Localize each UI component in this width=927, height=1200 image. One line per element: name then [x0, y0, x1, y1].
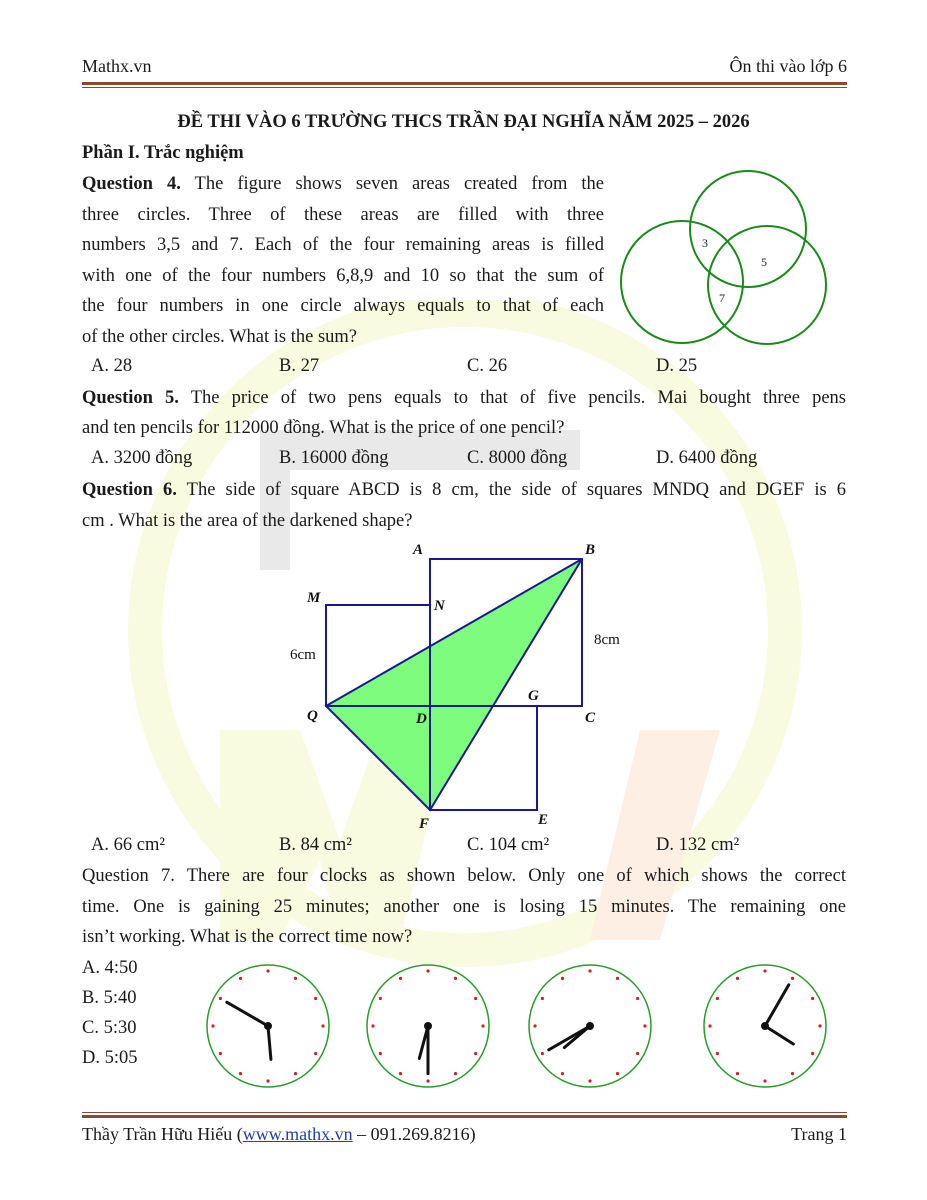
clock-tick	[314, 997, 317, 1000]
q5-option-b[interactable]: B. 16000 đồng	[279, 448, 389, 468]
venn-diagram	[615, 165, 835, 350]
footer-rule-thin	[82, 1112, 847, 1113]
clock-tick	[219, 997, 222, 1000]
q5-label: Question 5.	[82, 388, 179, 408]
clock-tick	[541, 1052, 544, 1055]
header-rule	[82, 82, 847, 85]
clock-tick	[561, 1072, 564, 1075]
clock-tick	[474, 1052, 477, 1055]
q6-option-c[interactable]: C. 104 cm²	[467, 835, 550, 855]
point-b: B	[585, 542, 596, 558]
dim-6cm: 6cm	[290, 647, 316, 663]
minute-hand	[765, 985, 789, 1026]
clock-tick	[314, 1052, 317, 1055]
clock-tick	[399, 977, 402, 980]
clock-tick	[616, 977, 619, 980]
clock-tick	[708, 1024, 711, 1027]
q7-option-b[interactable]: B. 5:40	[82, 988, 137, 1008]
header-left: Mathx.vn	[82, 56, 152, 76]
clock-tick	[474, 997, 477, 1000]
clock-tick	[541, 997, 544, 1000]
clock-tick	[791, 1072, 794, 1075]
clock-tick	[266, 969, 269, 972]
dim-8cm: 8cm	[594, 632, 620, 648]
q7-line-1: Question 7. There are four clocks as shown below. Only one of which shows the correct	[82, 866, 846, 886]
point-n: N	[434, 598, 445, 614]
clock-tick	[266, 1079, 269, 1082]
point-g: G	[528, 688, 539, 704]
clock-tick	[736, 1072, 739, 1075]
q4-line-1: Question 4. The figure shows seven areas created from the	[82, 174, 604, 194]
section-title: Phần I. Trắc nghiệm	[82, 143, 244, 163]
hour-hand	[765, 1026, 793, 1044]
point-m: M	[307, 590, 321, 606]
clock-tick	[454, 977, 457, 980]
header-right: Ôn thi vào lớp 6	[729, 56, 847, 76]
footer-rule	[82, 1115, 847, 1118]
clock-tick	[716, 1052, 719, 1055]
clock-tick	[239, 1072, 242, 1075]
clock-tick	[763, 969, 766, 972]
clock-tick	[426, 1079, 429, 1082]
clock-tick	[399, 1072, 402, 1075]
point-e: E	[538, 812, 549, 828]
footer-page: Trang 1	[791, 1124, 847, 1144]
clock-tick	[588, 969, 591, 972]
venn-number-5: 5	[761, 255, 767, 269]
clock-3	[529, 965, 651, 1087]
header-rule-thin	[82, 87, 847, 88]
q4-line-2: three circles. Three of these areas are filled with three	[82, 204, 604, 225]
q4-line-6: of the other circles. What is the sum?	[82, 327, 358, 347]
clock-tick	[588, 1079, 591, 1082]
q5-option-d[interactable]: D. 6400 đồng	[656, 448, 758, 468]
q5-option-a[interactable]: A. 3200 đồng	[91, 448, 193, 468]
q6-option-d[interactable]: D. 132 cm²	[656, 835, 740, 855]
point-d: D	[416, 711, 427, 727]
clock-tick	[481, 1024, 484, 1027]
clock-tick	[211, 1024, 214, 1027]
clock-tick	[811, 1052, 814, 1055]
clock-tick	[561, 977, 564, 980]
q6-line-2: cm . What is the area of the darkened shape?	[82, 511, 413, 531]
q5-line-2: and ten pencils for 112000 đồng. What is the price of one pencil?	[82, 418, 565, 438]
q7-line-3: isn’t working. What is the correct time now?	[82, 927, 413, 947]
q6-option-a[interactable]: A. 66 cm²	[91, 835, 165, 855]
footer-link[interactable]: www.mathx.vn	[242, 1124, 353, 1144]
clock-tick	[239, 977, 242, 980]
hour-hand	[564, 1026, 590, 1048]
q4-option-b[interactable]: B. 27	[279, 356, 320, 376]
clock-tick	[616, 1072, 619, 1075]
q4-line-5: the four numbers in one circle always equals to that of each	[82, 296, 604, 317]
point-c: C	[585, 710, 596, 726]
q4-line-4: with one of the four numbers 6,8,9 and 10 so that the sum of	[82, 265, 604, 286]
clock-tick	[454, 1072, 457, 1075]
clock-tick	[636, 1052, 639, 1055]
point-q: Q	[307, 708, 318, 724]
clock-tick	[321, 1024, 324, 1027]
q4-option-a[interactable]: A. 28	[91, 356, 133, 376]
page-title: ĐỀ THI VÀO 6 TRƯỜNG THCS TRẦN ĐẠI NGHĨA NĂM 2025 – 2026	[177, 112, 750, 132]
q7-option-d[interactable]: D. 5:05	[82, 1048, 138, 1068]
clock-tick	[818, 1024, 821, 1027]
q6-line-1: Question 6. The side of square ABCD is 8 cm, the side of squares MNDQ and DGEF is 6	[82, 480, 846, 500]
clock-tick	[736, 977, 739, 980]
venn-number-7: 7	[719, 291, 725, 305]
clock-hub	[424, 1022, 432, 1030]
q5-option-c[interactable]: C. 8000 đồng	[467, 448, 568, 468]
clock-tick	[716, 997, 719, 1000]
footer-author: Thầy Trần Hữu Hiếu (www.mathx.vn – 091.269.8216)	[82, 1124, 476, 1144]
clock-hub	[586, 1022, 594, 1030]
clock-tick	[294, 977, 297, 980]
q7-line-2: time. One is gaining 25 minutes; another one is losing 15 minutes. The remaining one	[82, 897, 846, 917]
q5-line-1: Question 5. The price of two pens equals to that of five pencils. Mai bought three pens	[82, 388, 846, 408]
clock-tick	[811, 997, 814, 1000]
venn-circle-right	[708, 226, 826, 344]
clock-2	[367, 965, 489, 1087]
clock-tick	[636, 997, 639, 1000]
clock-tick	[379, 997, 382, 1000]
q4-option-c[interactable]: C. 26	[467, 356, 508, 376]
clock-hub	[761, 1022, 769, 1030]
q7-option-a[interactable]: A. 4:50	[82, 958, 138, 978]
clock-tick	[219, 1052, 222, 1055]
minute-hand	[227, 1002, 268, 1026]
q6-option-b[interactable]: B. 84 cm²	[279, 835, 352, 855]
clock-tick	[294, 1072, 297, 1075]
clock-tick	[763, 1079, 766, 1082]
q7-option-c[interactable]: C. 5:30	[82, 1018, 137, 1038]
point-f: F	[419, 816, 430, 832]
q4-option-d[interactable]: D. 25	[656, 356, 698, 376]
clock-tick	[533, 1024, 536, 1027]
q4-line-3: numbers 3,5 and 7. Each of the four remaining areas is filled	[82, 235, 604, 256]
hour-hand	[268, 1026, 271, 1059]
clock-hub	[264, 1022, 272, 1030]
q4-label: Question 4.	[82, 174, 181, 194]
point-a: A	[413, 542, 424, 558]
clock-tick	[371, 1024, 374, 1027]
q4-text	[82, 169, 604, 322]
clocks-row	[200, 960, 840, 1090]
squares-figure	[280, 535, 650, 835]
q6-label: Question 6.	[82, 480, 177, 500]
clock-4	[704, 965, 826, 1087]
clock-1	[207, 965, 329, 1087]
clock-tick	[426, 969, 429, 972]
clock-tick	[643, 1024, 646, 1027]
venn-number-3: 3	[702, 236, 708, 250]
clock-tick	[379, 1052, 382, 1055]
clock-tick	[791, 977, 794, 980]
